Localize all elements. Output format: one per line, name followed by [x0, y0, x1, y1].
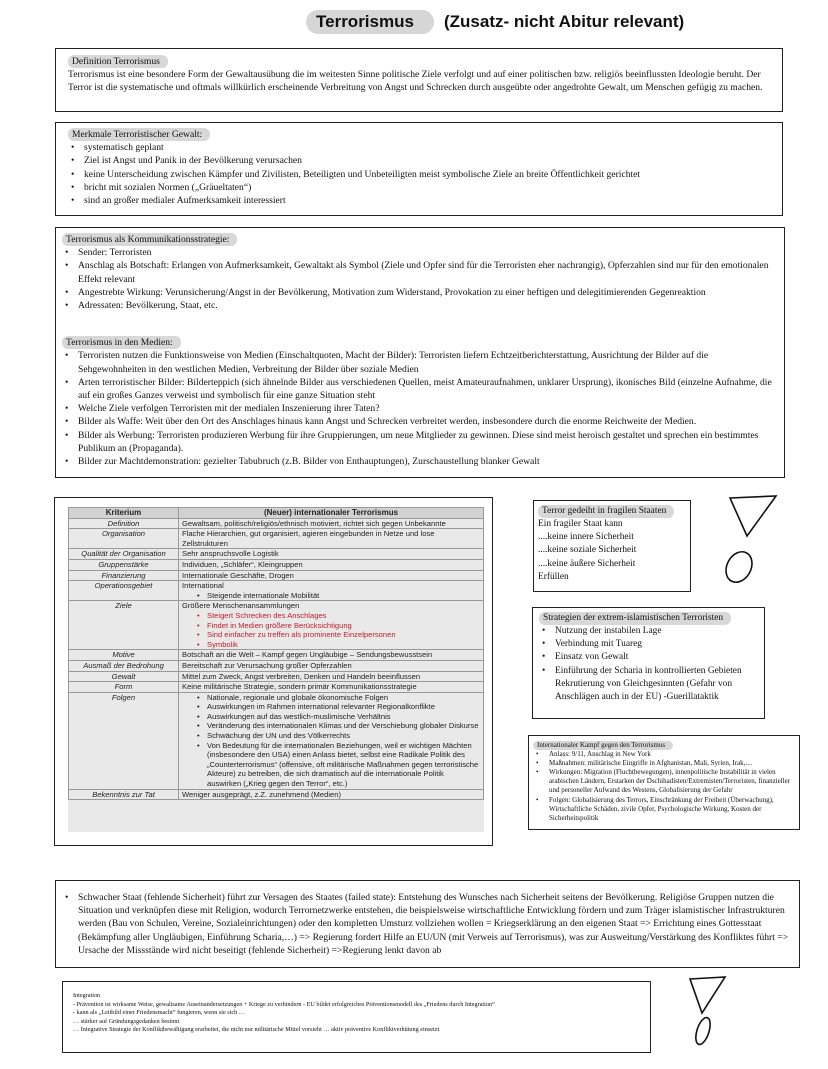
- list-item: • Veränderung des internationalen Klimas und der Verschiebung globaler Diskurse: [182, 721, 480, 731]
- list-item: • Schwächung der UN und des Völkerrechts: [182, 731, 480, 741]
- strategies-box: [532, 607, 765, 719]
- medien-heading: Terrorismus in den Medien:: [62, 336, 181, 349]
- list-item: • Terroristen nutzen die Funktionsweise von Medien (Einschaltquoten, Macht der Bilder): Terroristen liefern Echtzeitberichterstattung, Ausrichtung der Bilder auf die Sehgewohnheiten in den westlichen Medien, Verbreitung der Bilder über soziale Medien: [62, 349, 778, 375]
- kommunikation-list: [62, 246, 778, 312]
- list-item: • Auswirkungen auf das westlich-muslimische Verhältnis: [182, 712, 480, 722]
- list-item: • Verbindung mit Tuareg: [539, 638, 758, 651]
- merkmale-box: [55, 122, 783, 216]
- definition-box: [55, 48, 783, 112]
- fragile-states-box: Terror gedeiht in fragilen Staaten Ein fragiler Staat kann ....keine innere Sicherheit ....keine soziale Sicherheit ....keine äußere Sicherheit Erfüllen: [533, 500, 691, 592]
- list-item: • Steigert Schrecken des Anschlages: [182, 611, 480, 621]
- list-item: • Welche Ziele verfolgen Terroristen mit der medialen Inszenierung ihrer Taten?: [62, 402, 778, 415]
- list-item: • Von Bedeutung für die internationalen Beziehungen, weil er wichtigen Mächten (insbesondere den USA) einen Anlass bietet, selbst eine Radikale Politik des „Counterterrorismus“ (offensive, oft militärische Maßnahmen gegen terroristische Akteure) zu betreiben, die sich dramatisch auf die internationale Politik auswirken („Krieg gegen den Terror“, etc.): [182, 741, 480, 789]
- list-item: • Bilder als Waffe: Weit über den Ort des Anschlages hinaus kann Angst und Schrecken verbreitet werden, insbesondere durch die enorme Reichweite der Medien.: [62, 415, 778, 428]
- integration-box: Integration - Prävention ist wirksame Weise, gewaltsame Auseinandersetzungen + Kriege zu verhindern - EU bildet erfolgreiches Präventionsmodell des „Friedens durch Integration“ - kann als „Leitbild einer Friedensmacht“ fungieren, wenn sie sich … … stärker auf Gründungsgedanken besinnt … Integrative Strategie der Konfliktbewältigung erarbeitet, die nicht nur militärische Mittel vorsieht … aktiv präventive Konfliktverhütung einsetzt: [62, 981, 651, 1053]
- list-item: • Maßnahmen: militärische Eingriffe in Afghanistan, Mali, Syrien, Irak,…: [533, 759, 795, 768]
- table-row: Gruppenstärke Individuen, „Schläfer“, Kleingruppen: [69, 559, 484, 570]
- medien-list: [62, 349, 778, 468]
- triangle-symbol: [728, 495, 778, 539]
- kommunikation-heading: Terrorismus als Kommunikationsstrategie:: [62, 233, 237, 246]
- criteria-table: [68, 507, 484, 800]
- merkmale-list: [68, 141, 770, 207]
- table-row: Organisation Flache Hierarchien, gut organisiert, agieren eingebunden in Netze und lose Zellstrukturen: [69, 529, 484, 549]
- list-item: • Sender: Terroristen: [62, 246, 778, 259]
- criteria-table-image: [68, 507, 484, 832]
- merkmale-heading: Merkmale Terroristischer Gewalt:: [68, 128, 210, 141]
- page-title: Terrorismus: [316, 12, 414, 31]
- list-item: • Steigende internationale Mobilität: [182, 591, 480, 601]
- table-row: Form Keine militärische Strategie, sondern primär Kommunikationsstrategie: [69, 682, 484, 693]
- list-item: • Bilder zur Machtdemonstration: gezielter Tabubruch (z.B. Bilder von Enthauptungen), Zurschaustellung blanker Gewalt: [62, 455, 778, 468]
- definition-heading: Definition Terrorismus: [68, 55, 168, 68]
- table-row: Ziele Größere Menschenansammlungen • Steigert Schrecken des Anschlages • Findet in Medien größere Berücksichtigung • Sind einfacher zu treffen als prominente Einzelpersonen • Symbolik: [69, 601, 484, 650]
- page-subtitle: (Zusatz- nicht Abitur relevant): [444, 12, 685, 31]
- table-row: Definition Gewaltsam, politisch/religiös/ethnisch motiviert, richtet sich gegen Unbekannte: [69, 518, 484, 529]
- list-item: • keine Unterscheidung zwischen Kämpfer und Zivilisten, Beteiligten und Unbeteiligten meist symbolische Ziele an breite Öffentlichkeit gerichtet: [68, 168, 770, 181]
- weak-state-box: [55, 880, 800, 968]
- table-row: Folgen • Nationale, regionale und globale ökonomische Folgen • Auswirkungen im Rahmen international relevanter Regionalkonflikte • Auswirkungen auf das westlich-muslimische Verhältnis • Veränderung des internationalen Klimas und der Verschiebung globaler Diskurse • Schwächung der UN und des Völkerrechts • Von Bedeutung für die internationalen Beziehungen, weil er wichtigen Mächten (insbesondere den USA) einen Anlass bietet, selbst eine Radikale Politik des „Counterterrorismus“ (offensive, oft militärische Maßnahmen gegen terroristische Akteure) zu betreiben, die sich dramatisch auf die internationale Politik auswirken („Krieg gegen den Terror“, etc.): [69, 692, 484, 789]
- list-item: • Nationale, regionale und globale ökonomische Folgen: [182, 693, 480, 703]
- list-item: • Einsatz von Gewalt: [539, 651, 758, 664]
- kommunikation-medien-box: [55, 227, 785, 478]
- list-item: • Wirkungen: Migration (Fluchtbewegungen), innenpolitische Instabilität in vielen arabischen Ländern, Erstarken der Dschihadisten/Extremisten/Terroristen, finanzieller und personeller Aufwand des Westens, Globalisierung der Gefahr: [533, 768, 795, 795]
- table-row: Ausmaß der Bedrohung Bereitschaft zur Verursachung großer Opferzahlen: [69, 660, 484, 671]
- list-item: • Arten terroristischer Bilder: Bilderteppich (sich ähnelnde Bilder aus verschiedenen Quellen, meist Amateuraufnahmen, unklarer Ursprung), ikonisches Bild (einzelne Aufnahme, die auf ein großes Ganzes verweist und symbolisch für eine ganze Situation steht: [62, 376, 778, 402]
- integration-heading: Integration: [73, 992, 101, 999]
- list-item: • Bilder als Werbung: Terroristen produzieren Werbung für ihre Gruppierungen, um neue Mitglieder zu gewinnen. Diese sind meist heroisch gestaltet und sprechen ein bestimmtes Publikum an (Propaganda).: [62, 429, 778, 455]
- list-item: • systematisch geplant: [68, 141, 770, 154]
- triangle-symbol: [688, 976, 728, 1016]
- counterterrorism-list: [533, 750, 795, 823]
- strategies-heading: Strategien der extrem-islamistischen Terroristen: [539, 612, 731, 625]
- table-header-criterion: Kriterium: [69, 508, 179, 519]
- circle-symbol: [722, 548, 756, 586]
- list-item: • Folgen: Globalisierung des Terrors, Einschränkung der Freiheit (Überwachung), Wirtschaftliche Schäden, zivile Opfer, Psychologische Wirkung, Kosten der Sicherheitspolitik: [533, 796, 795, 823]
- list-item: • sind an großer medialer Aufmerksamkeit interessiert: [68, 194, 770, 207]
- weak-state-text: • Schwacher Staat (fehlende Sicherheit) führt zur Versagen des Staates (failed state): Entstehung des Wunsches nach Sicherheit seitens der Bevölkerung. Religiöse Gruppen nutzen die Situation und verknüpfen diese mit Religion, wodurch Terrornetzwerke entstehen, die beispielsweise wirtschaftliche Entwicklung fördern und zum Träger islamistischer Infrastrukturen werden (Bau von Schulen, Vereine, Sozialeinrichtungen) oder den kompletten Umsturz vollziehen wollen = Kriegserklärung an den eigenen Staat => Errichtung eines Gottesstaat (Bekämpfung aller Ungläubigen, Einführung Scharia,…) => Regierung fordert Hilfe an EU/UN (mit Verweis auf Terrorismus), was zur Ausweitung/Verstärkung des Konfliktes führt => Ursache der Missstände wird nicht beseitigt (fehlende Sicherheit) =>Regierung lenkt davon ab: [62, 891, 791, 957]
- list-item: • Anlass: 9/11, Anschlag in New York: [533, 750, 795, 759]
- list-item: • Symbolik: [182, 640, 480, 650]
- list-item: • Auswirkungen im Rahmen international relevanter Regionalkonflikte: [182, 702, 480, 712]
- table-row: Bekenntnis zur Tat Weniger ausgeprägt, z.Z. zunehmend (Medien): [69, 789, 484, 800]
- strategies-list: [539, 625, 758, 704]
- list-item: • bricht mit sozialen Normen („Gräueltaten“): [68, 181, 770, 194]
- list-item: • Adressaten: Bevölkerung, Staat, etc.: [62, 299, 778, 312]
- list-item: • Angestrebte Wirkung: Verunsicherung/Angst in der Bevölkerung, Motivation zum Widerstand, Provokation zu einer heftigen und delegitimierenden Gegenreaktion: [62, 286, 778, 299]
- list-item: • Nutzung der instabilen Lage: [539, 625, 758, 638]
- table-row: Qualität der Organisation Sehr anspruchsvolle Logistik: [69, 549, 484, 560]
- definition-text: Terrorismus ist eine besondere Form der Gewaltausübung die im weitesten Sinne politische Ziele verfolgt und auf einer politischen bzw. religiös beeinflussten Ideologie beruht. Der Terror ist die systematische und oftmals willkürlich erscheinende Verbreitung von Angst und Schrecken durch ausgeübte oder angedrohte Gewalt, um Menschen gefügig zu machen.: [68, 69, 763, 94]
- table-row: Operationsgebiet International • Steigende internationale Mobilität: [69, 581, 484, 601]
- list-item: • Ziel ist Angst und Panik in der Bevölkerung verursachen: [68, 154, 770, 167]
- list-item: • Einführung der Scharia in kontrollierten Gebieten Rekrutierung von Gleichgesinnten (Gefahr von Anschlägen auch in der EU) -Guerillataktik: [539, 665, 758, 705]
- table-row: Gewalt Mittel zum Zweck, Angst verbreiten, Denken und Handeln beeinflussen: [69, 671, 484, 682]
- table-row: Motive Botschaft an die Welt – Kampf gegen Ungläubige – Sendungsbewusstsein: [69, 650, 484, 661]
- fragile-heading: Terror gedeiht in fragilen Staaten: [538, 505, 674, 518]
- list-item: • Findet in Medien größere Berücksichtigung: [182, 621, 480, 631]
- list-item: • Sind einfacher zu treffen als prominente Einzelpersonen: [182, 630, 480, 640]
- counterterrorism-heading: Internationaler Kampf gegen den Terrorismus: [533, 741, 673, 750]
- table-header-terrorism: (Neuer) internationaler Terrorismus: [179, 508, 484, 519]
- list-item: • Anschlag als Botschaft: Erlangen von Aufmerksamkeit, Gewaltakt als Symbol (Ziele und Opfer sind für die Terroristen eher nachrangig), Opferzahlen sind nur für den emotionalen Effekt relevant: [62, 259, 778, 285]
- table-row: Finanzierung Internationale Geschäfte, Drogen: [69, 570, 484, 581]
- circle-symbol: [692, 1014, 714, 1048]
- counterterrorism-box: [528, 735, 800, 830]
